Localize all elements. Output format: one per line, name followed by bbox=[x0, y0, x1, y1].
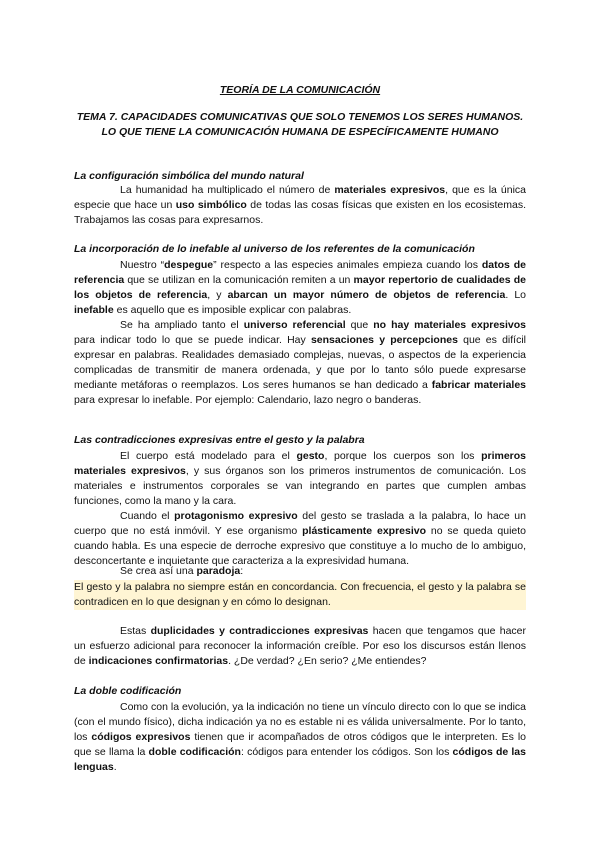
text-run: : bbox=[240, 565, 244, 577]
text-run: Estas bbox=[120, 625, 151, 637]
section-heading-doble-codificacion: La doble codificación bbox=[74, 685, 182, 697]
document-title: TEORÍA DE LA COMUNICACIÓN bbox=[219, 84, 381, 96]
text-run: hacen que tengamos que hacer un esfuerzo adicional para reconocer la información creíble. Por eso los discursos están llenos de bbox=[74, 625, 527, 667]
text-run: de todas las cosas físicas que existen en los ecosistemas. Trabajamos las cosas para expresarnos. bbox=[74, 199, 526, 226]
text-run: que es difícil expresar en palabras. Realidades demasiado complejas, nuevas, o aspectos de la experiencia complicadas de transmitir de manera ordenada, y que por lo tanto sólo puede expresarse mediante metáforas o reemplazos. Los seres humanos se han dedicado a bbox=[74, 334, 527, 391]
text-run: ” respecto a las especies animales empieza cuando los bbox=[213, 259, 482, 271]
bold-term: plásticamente expresivo bbox=[302, 525, 427, 537]
bold-term: duplicidades y contradicciones expresivas bbox=[150, 625, 369, 637]
section-heading-inefable: La incorporación de lo inefable al universo de los referentes de la comunicación bbox=[74, 243, 475, 255]
bold-term: protagonismo expresivo bbox=[174, 510, 298, 522]
text-run: es aquello que es imposible explicar con palabras. bbox=[113, 304, 352, 316]
topic-heading: TEMA 7. CAPACIDADES COMUNICATIVAS QUE SOLO TENEMOS LOS SERES HUMANOS. LO QUE TIENE LA COMUNICACIÓN HUMANA DE ESPECÍFICAMENTE HUMANO bbox=[76, 111, 524, 138]
bold-term: códigos expresivos bbox=[91, 731, 191, 743]
text-run: , y bbox=[207, 289, 228, 301]
paragraph bbox=[74, 700, 526, 775]
text-run: Se ha ampliado tanto el bbox=[120, 319, 244, 331]
bold-term: primeros materiales expresivos bbox=[74, 450, 526, 477]
bold-term: uso simbólico bbox=[175, 199, 247, 211]
text-run: no se queda quieto cuando habla. Es una especie de derroche expresivo que constituye a lo mucho de lo ambiguo, desconcertante e inquietante que caracteriza a la expresividad humana. bbox=[74, 525, 527, 567]
text-run: . Lo bbox=[505, 289, 526, 301]
text-run: para expresar lo inefable. Por ejemplo: Calendario, lazo negro o banderas. bbox=[74, 394, 422, 406]
bold-term: abarcan un mayor número de objetos de referencia bbox=[227, 289, 506, 301]
bold-term: datos de referencia bbox=[74, 259, 526, 286]
paragraph bbox=[74, 258, 526, 318]
text-run: que se utilizan en la comunicación remiten a un bbox=[124, 274, 354, 286]
text-run: , porque los cuerpos son los bbox=[324, 450, 482, 462]
bold-term: paradoja bbox=[196, 565, 241, 577]
bold-term: indicaciones confirmatorias bbox=[88, 655, 229, 667]
bold-term: gesto bbox=[296, 450, 325, 462]
highlighted-paragraph: El gesto y la palabra no siempre están en concordancia. Con frecuencia, el gesto y la palabra se contradicen en lo que designan y en cómo lo designan. bbox=[74, 581, 526, 608]
bold-term: mayor repertorio de cualidades de los objetos de referencia bbox=[74, 274, 526, 301]
text-run: , y sus órganos son los primeros instrumentos de comunicación. Los materiales e instrumentos corporales se van integrando en partes que cumplen ambas funciones, como la mano y la cara. bbox=[74, 465, 526, 507]
bold-term: no hay materiales expresivos bbox=[373, 319, 527, 331]
text-run: del gesto se traslada a la palabra, lo hace un cuerpo que no está inmóvil. Y ese organismo bbox=[74, 510, 526, 537]
text-run: que bbox=[345, 319, 374, 331]
paragraph bbox=[74, 449, 526, 509]
bold-term: sensaciones y percepciones bbox=[310, 334, 458, 346]
text-run: Como con la evolución, ya la indicación no tiene un vínculo directo con lo que se indica (con el mundo físico), dicha indicación ya no es estable ni es válida universalmente. Por lo tanto, los bbox=[74, 701, 526, 743]
paragraph bbox=[74, 624, 526, 669]
text-run: , que es la única especie que hace un bbox=[74, 184, 527, 211]
text-run: : códigos para entender los códigos. Son los bbox=[240, 746, 453, 758]
text-run: El cuerpo está modelado para el bbox=[120, 450, 297, 462]
section-heading-contradicciones: Las contradicciones expresivas entre el gesto y la palabra bbox=[74, 434, 365, 446]
paragraph bbox=[74, 183, 526, 228]
bold-term: materiales expresivos bbox=[334, 184, 446, 196]
bold-term: códigos de las lenguas bbox=[74, 746, 526, 773]
paragraph bbox=[74, 509, 526, 569]
bold-term: inefable bbox=[74, 304, 114, 316]
text-run: . ¿De verdad? ¿En serio? ¿Me entiendes? bbox=[228, 655, 427, 667]
bold-term: universo referencial bbox=[243, 319, 346, 331]
section-heading-simbolica: La configuración simbólica del mundo natural bbox=[74, 170, 304, 182]
paragraph bbox=[74, 564, 526, 579]
text-run: La humanidad ha multiplicado el número de bbox=[120, 184, 335, 196]
text-run: Nuestro “ bbox=[120, 259, 165, 271]
bold-term: despegue bbox=[164, 259, 214, 271]
bold-term: fabricar materiales bbox=[431, 379, 527, 391]
text-run: . bbox=[113, 761, 117, 773]
text-run: Cuando el bbox=[120, 510, 175, 522]
paragraph bbox=[74, 318, 526, 408]
text-run: para indicar todo lo que se puede indicar. Hay bbox=[74, 334, 311, 346]
bold-term: doble codificación bbox=[148, 746, 241, 758]
text-run: Se crea así una bbox=[120, 565, 197, 577]
text-run: tienen que ir acompañados de otros códigos que le interpreten. Es lo que se llama la bbox=[74, 731, 526, 758]
